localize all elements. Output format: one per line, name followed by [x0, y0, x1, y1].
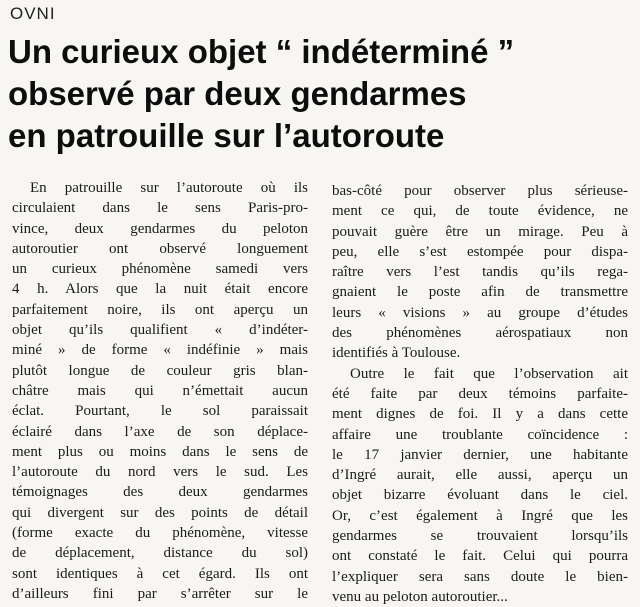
body-line: ment plus ou moins dans le sens de — [12, 443, 308, 460]
body-line: ment dignes de foi. Il y a dans cette — [332, 406, 628, 423]
body-line: ment ce qui, de toute évidence, ne — [332, 203, 628, 220]
body-line: identifiés à Toulouse. — [332, 345, 461, 362]
body-line: peu, elle s’est estompée pour dispa- — [332, 243, 628, 260]
body-line: l’expliquer sera sans doute le bien- — [332, 568, 628, 585]
body-line: leurs « visions » au groupe d’études — [332, 304, 628, 321]
body-line: sont identiques à cet égard. Ils ont — [12, 565, 308, 582]
body-line: objet qu’ils qualifient « d’indéter- — [12, 322, 308, 339]
body-line: objet bizarre évoluant dans le ciel. — [332, 487, 628, 504]
headline-line: Un curieux objet “ indéterminé ” — [8, 33, 515, 70]
body-line: éclat. Pourtant, le sol paraissait — [12, 403, 308, 420]
body-line: venu au peloton autoroutier... — [332, 588, 508, 605]
body-line: Outre le fait que l’observation ait — [350, 365, 628, 382]
body-line: le 17 janvier dernier, une habitante — [332, 446, 628, 463]
body-line: En patrouille sur l’autoroute où ils — [30, 180, 308, 196]
article-column-right — [332, 181, 628, 607]
body-line: miné » de forme « indéfinie » mais — [12, 342, 308, 359]
body-line: des phénomènes aérospatiaux non — [332, 325, 628, 342]
body-line: Or, c’est également à Ingré que les — [332, 507, 628, 524]
body-line: vince, deux gendarmes du peloton — [12, 220, 308, 237]
body-line: affaire une troublante coïncidence : — [332, 426, 628, 443]
body-line: (forme exacte du phénomène, vitesse — [12, 525, 308, 542]
body-line: raître vers l’est tandis qu’ils rega- — [332, 264, 628, 281]
body-line: d’ailleurs fini par s’arrêter sur le — [12, 585, 308, 602]
body-line: plutôt longue de couleur gris blan- — [12, 362, 308, 379]
body-line: l’autoroute du nord vers le sud. Les — [12, 464, 308, 481]
body-line: un curieux phénomène samedi vers — [12, 261, 308, 278]
body-line: gnaient le poste afin de transmettre — [332, 284, 628, 301]
body-line: parfaitement noire, ils ont aperçu un — [12, 301, 308, 318]
body-line: autoroutier ont observé longuement — [12, 240, 308, 257]
body-line: pouvait guère être un mirage. Peu à — [332, 223, 628, 240]
section-kicker: OVNI — [10, 4, 56, 23]
body-line: bas-côté pour observer plus sérieuse- — [332, 183, 628, 199]
article-column-left — [12, 178, 308, 604]
headline-line: en patrouille sur l’autoroute — [8, 117, 445, 154]
body-line: ont constaté le fait. Celui qui pourra — [332, 548, 628, 565]
body-line: de déplacement, distance du sol) — [12, 545, 308, 562]
article-headline — [8, 31, 633, 157]
body-line: circulaient dans le sens Paris-pro- — [12, 200, 308, 217]
body-line: d’Ingré aurait, elle aussi, aperçu un — [332, 467, 628, 484]
body-line: 4 h. Alors que la nuit était encore — [12, 281, 308, 298]
body-line: éclairé dans l’axe de son déplace- — [12, 423, 308, 440]
body-line: châtre mais qui n’émettait aucun — [12, 382, 308, 399]
body-line: gendarmes se trouvaient lorsqu’ils — [332, 528, 628, 545]
body-line: témoignages des deux gendarmes — [12, 484, 308, 501]
headline-line: observé par deux gendarmes — [8, 75, 467, 112]
body-line: été faite par deux témoins parfaite- — [332, 385, 628, 402]
body-line: qui divergent sur des points de détail — [12, 504, 308, 521]
